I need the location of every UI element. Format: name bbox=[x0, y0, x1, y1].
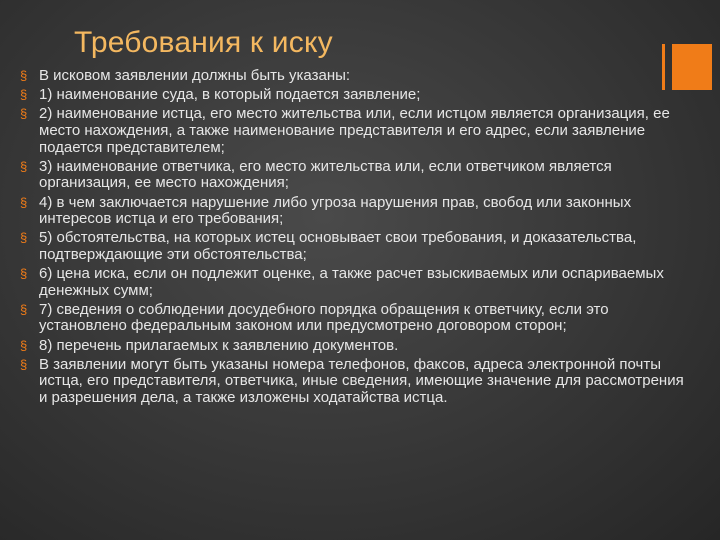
bullet-marker-icon: § bbox=[20, 158, 28, 174]
bullet-marker-icon: § bbox=[20, 230, 28, 246]
bullet-marker-icon: § bbox=[20, 356, 28, 372]
bullet-marker-icon: § bbox=[20, 68, 28, 83]
list-item-text: В исковом заявлении должны быть указаны: bbox=[39, 67, 351, 84]
list-item bbox=[20, 195, 686, 228]
bullet-marker-icon: § bbox=[20, 87, 28, 103]
bullet-marker-icon: § bbox=[20, 301, 28, 317]
list-item-text: 5) обстоятельства, на которых истец основывает свои требования, и доказательства, подтверждающие эти обстоятельства; bbox=[39, 229, 637, 263]
list-item-text: 2) наименование истца, его место жительства или, если истцом является организация, ее место нахождения, а также наименование представителя и его адрес, если заявление подается представителем; bbox=[39, 105, 670, 156]
list-item-text: 7) сведения о соблюдении досудебного порядка обращения к ответчику, если это установлено федеральным законом или предусмотрено договором сторон; bbox=[39, 300, 609, 335]
list-item bbox=[20, 338, 686, 355]
list-item bbox=[20, 357, 686, 407]
bullet-list bbox=[20, 68, 686, 409]
bullet-marker-icon: § bbox=[20, 194, 28, 210]
list-item-text: 1) наименование суда, в который подается заявление; bbox=[39, 86, 421, 104]
list-item-text: В заявлении могут быть указаны номера телефонов, факсов, адреса электронной почты истца, его представителя, ответчика, иные сведения, имеющие значение для рассмотрения и разрешения дела, а также изложены ходатайства истца. bbox=[39, 355, 684, 407]
list-item bbox=[20, 68, 686, 85]
list-item bbox=[20, 230, 686, 263]
list-item bbox=[20, 302, 686, 335]
bullet-marker-icon: § bbox=[20, 106, 28, 122]
bullet-marker-icon: § bbox=[20, 266, 28, 282]
list-item bbox=[20, 106, 686, 156]
bullet-marker-icon: § bbox=[20, 337, 28, 353]
list-item-text: 6) цена иска, если он подлежит оценке, а также расчет взыскиваемых или оспариваемых денежных сумм; bbox=[39, 265, 664, 299]
list-item bbox=[20, 266, 686, 299]
list-item-text: 4) в чем заключается нарушение либо угроза нарушения прав, свобод или законных интересов истца и его требования; bbox=[39, 193, 632, 228]
list-item bbox=[20, 159, 686, 192]
list-item-text: 8) перечень прилагаемых к заявлению документов. bbox=[39, 336, 399, 354]
list-item bbox=[20, 87, 686, 104]
list-item-text: 3) наименование ответчика, его место жительства или, если ответчиком является организация, ее место нахождения; bbox=[39, 157, 612, 192]
slide-title: Требования к иску bbox=[74, 26, 333, 59]
